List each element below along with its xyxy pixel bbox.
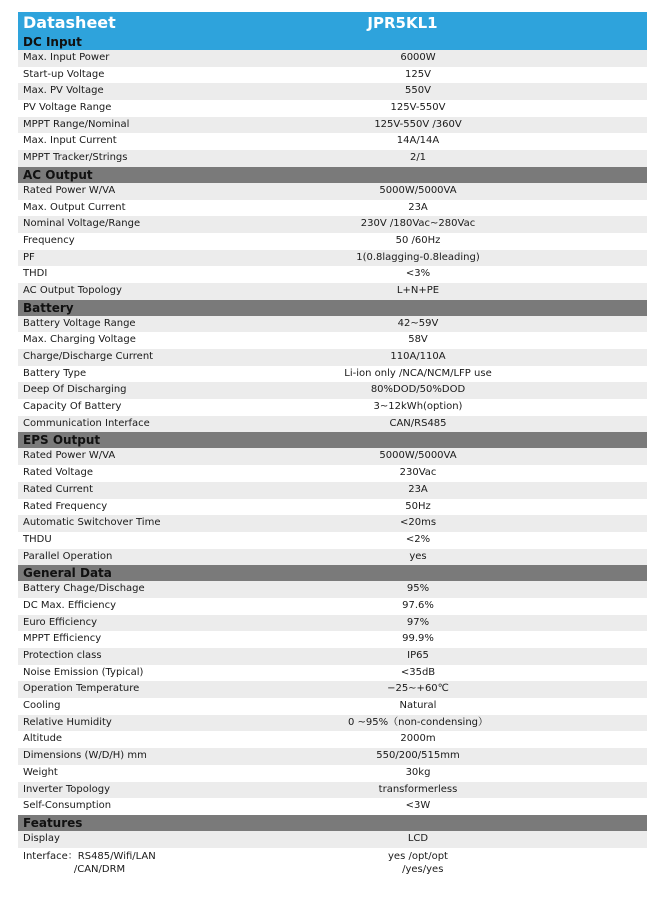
spec-row [18, 366, 647, 383]
section-header [18, 815, 647, 831]
spec-row [18, 250, 647, 267]
spec-label: Cooling [23, 700, 61, 712]
spec-row [18, 715, 647, 732]
spec-label: Nominal Voltage/Range [23, 218, 141, 230]
spec-row [18, 798, 647, 815]
spec-label: Parallel Operation [23, 550, 113, 562]
spec-row [18, 100, 647, 117]
spec-row [18, 532, 647, 549]
spec-value: 550V [405, 85, 431, 97]
spec-value: 95% [406, 583, 430, 595]
spec-label: THDU [23, 533, 52, 545]
spec-label: Altitude [23, 733, 63, 745]
spec-label: Protection class [23, 650, 102, 661]
spec-value: 125V-550V [390, 102, 446, 114]
spec-value: <3% [405, 268, 431, 280]
spec-value: 80%DOD/50%DOD [370, 384, 466, 396]
section-title: DC Input [23, 35, 82, 49]
spec-row [18, 332, 647, 349]
spec-row [18, 316, 647, 333]
spec-value: 30kg [405, 766, 431, 778]
section-title: AC Output [23, 167, 93, 182]
spec-value: 58V [408, 334, 428, 346]
spec-label: Rated Frequency [23, 500, 108, 512]
spec-label: Charge/Discharge Current [23, 351, 154, 362]
spec-value: 230V /180Vac~280Vac [360, 218, 476, 230]
spec-value: 23A [408, 483, 428, 495]
spec-label: Frequency [23, 234, 75, 246]
section-title: General Data [23, 566, 112, 581]
model-name: JPR5KL1 [367, 14, 438, 32]
spec-row [18, 133, 647, 150]
spec-row [18, 499, 647, 516]
spec-row [18, 698, 647, 715]
spec-row [18, 283, 647, 300]
spec-value: <20ms [399, 517, 437, 529]
spec-value: LCD [407, 832, 429, 844]
spec-label: Operation Temperature [23, 683, 140, 695]
spec-label: MPPT Efficiency [23, 633, 102, 645]
spec-label: Weight [23, 766, 58, 778]
spec-value: 6000W [400, 52, 436, 63]
spec-row [18, 482, 647, 499]
spec-value: 230Vac [399, 467, 437, 479]
spec-row [18, 631, 647, 648]
spec-label: Self-Consumption [23, 800, 112, 812]
spec-label: AC Output Topology [23, 284, 122, 296]
spec-label: Interface：RS485/Wifi/LAN /CAN/DRM [23, 850, 156, 875]
spec-value: yes [409, 550, 427, 562]
spec-label: Max. Charging Voltage [23, 334, 136, 346]
spec-value: 97% [406, 616, 430, 628]
spec-value: 2000m [400, 733, 436, 745]
spec-row [18, 216, 647, 233]
spec-label: Communication Interface [23, 417, 150, 429]
spec-row [18, 748, 647, 765]
spec-row [18, 399, 647, 416]
spec-row [18, 416, 647, 433]
spec-value: 5000W/5000VA [379, 184, 457, 196]
spec-row [18, 83, 647, 100]
spec-row [18, 382, 647, 399]
spec-row [18, 515, 647, 532]
spec-label: MPPT Range/Nominal [23, 118, 130, 130]
spec-row [18, 349, 647, 366]
spec-label: Rated Power W/VA [23, 450, 116, 462]
datasheet-table [18, 12, 647, 878]
spec-value: 125V [405, 68, 431, 80]
spec-label: Battery Type [23, 367, 87, 379]
spec-label: Start-up Voltage [23, 68, 105, 80]
spec-value: 110A/110A [390, 351, 446, 362]
spec-value: IP65 [407, 650, 429, 661]
spec-row [18, 648, 647, 665]
spec-label: Deep Of Discharging [23, 384, 127, 396]
section-header [18, 432, 647, 448]
spec-value: 97.6% [402, 599, 434, 611]
spec-value: 5000W/5000VA [379, 450, 457, 462]
spec-row [18, 681, 647, 698]
spec-label: Noise Emission (Typical) [23, 666, 144, 678]
spec-row [18, 831, 647, 848]
title-bar [18, 12, 647, 34]
section-title: EPS Output [23, 433, 101, 448]
spec-value: L+N+PE [396, 284, 440, 296]
spec-row [18, 665, 647, 682]
spec-label: Max. Input Current [23, 135, 117, 147]
spec-label: Max. PV Voltage [23, 85, 104, 97]
spec-value: 2/1 [409, 152, 427, 164]
spec-label: Euro Efficiency [23, 616, 98, 628]
spec-row [18, 782, 647, 799]
spec-value: CAN/RS485 [389, 417, 447, 429]
spec-value: transformerless [378, 783, 458, 795]
spec-row [18, 549, 647, 566]
spec-label: PV Voltage Range [23, 102, 112, 114]
spec-label: PF [23, 251, 35, 263]
spec-value: 125V-550V /360V [374, 118, 462, 130]
spec-row [18, 183, 647, 200]
spec-label: Relative Humidity [23, 716, 112, 728]
spec-row [18, 848, 647, 878]
spec-row [18, 731, 647, 748]
spec-value: 23A [408, 201, 428, 213]
spec-value: 50Hz [405, 500, 431, 512]
section-header [18, 300, 647, 316]
spec-label: Dimensions (W/D/H) mm [23, 750, 147, 762]
spec-value: 0 ~95%（non-condensing） [347, 716, 488, 728]
spec-row [18, 598, 647, 615]
spec-row [18, 50, 647, 67]
spec-value: 50 /60Hz [395, 234, 441, 246]
spec-label: Battery Voltage Range [23, 317, 136, 329]
datasheet-title: Datasheet [23, 13, 116, 32]
spec-label: MPPT Tracker/Strings [23, 152, 128, 164]
spec-value: 550/200/515mm [376, 750, 460, 762]
spec-row [18, 581, 647, 598]
spec-row [18, 615, 647, 632]
spec-label: DC Max. Efficiency [23, 599, 117, 611]
spec-label: Max. Input Power [23, 52, 110, 63]
spec-label: Rated Voltage [23, 467, 93, 479]
spec-label: Inverter Topology [23, 783, 110, 795]
spec-row [18, 266, 647, 283]
spec-value: Natural [399, 700, 437, 712]
spec-value: Li-ion only /NCA/NCM/LFP use [344, 367, 492, 379]
section-title: Battery [23, 300, 74, 315]
spec-row [18, 233, 647, 250]
section-header [18, 565, 647, 581]
spec-label: Max. Output Current [23, 201, 126, 213]
spec-row [18, 150, 647, 167]
spec-label: Battery Chage/Dischage [23, 583, 145, 595]
spec-row [18, 765, 647, 782]
spec-label: Automatic Switchover Time [23, 517, 161, 529]
spec-label: Rated Power W/VA [23, 184, 116, 196]
spec-row [18, 67, 647, 84]
spec-value: 1(0.8lagging-0.8leading) [356, 251, 480, 263]
spec-value: <2% [405, 533, 431, 545]
spec-label: Display [23, 832, 60, 844]
spec-label: THDI [23, 268, 48, 280]
section-title: Features [23, 815, 83, 830]
section-header [18, 167, 647, 183]
spec-row [18, 448, 647, 465]
spec-value: 42~59V [397, 317, 439, 329]
spec-row [18, 117, 647, 134]
section-header [18, 34, 647, 50]
spec-value: yes /opt/opt /yes/yes [388, 850, 448, 875]
spec-value: −25∼+60℃ [387, 683, 449, 695]
spec-row [18, 200, 647, 217]
spec-value: 14A/14A [396, 135, 440, 147]
spec-value: 99.9% [402, 633, 434, 645]
spec-value: 3~12kWh(option) [373, 401, 463, 413]
spec-value: <35dB [400, 666, 436, 678]
spec-row [18, 465, 647, 482]
spec-value: <3W [405, 800, 431, 812]
spec-label: Capacity Of Battery [23, 401, 122, 413]
spec-label: Rated Current [23, 483, 94, 495]
spec-sections [18, 34, 647, 878]
